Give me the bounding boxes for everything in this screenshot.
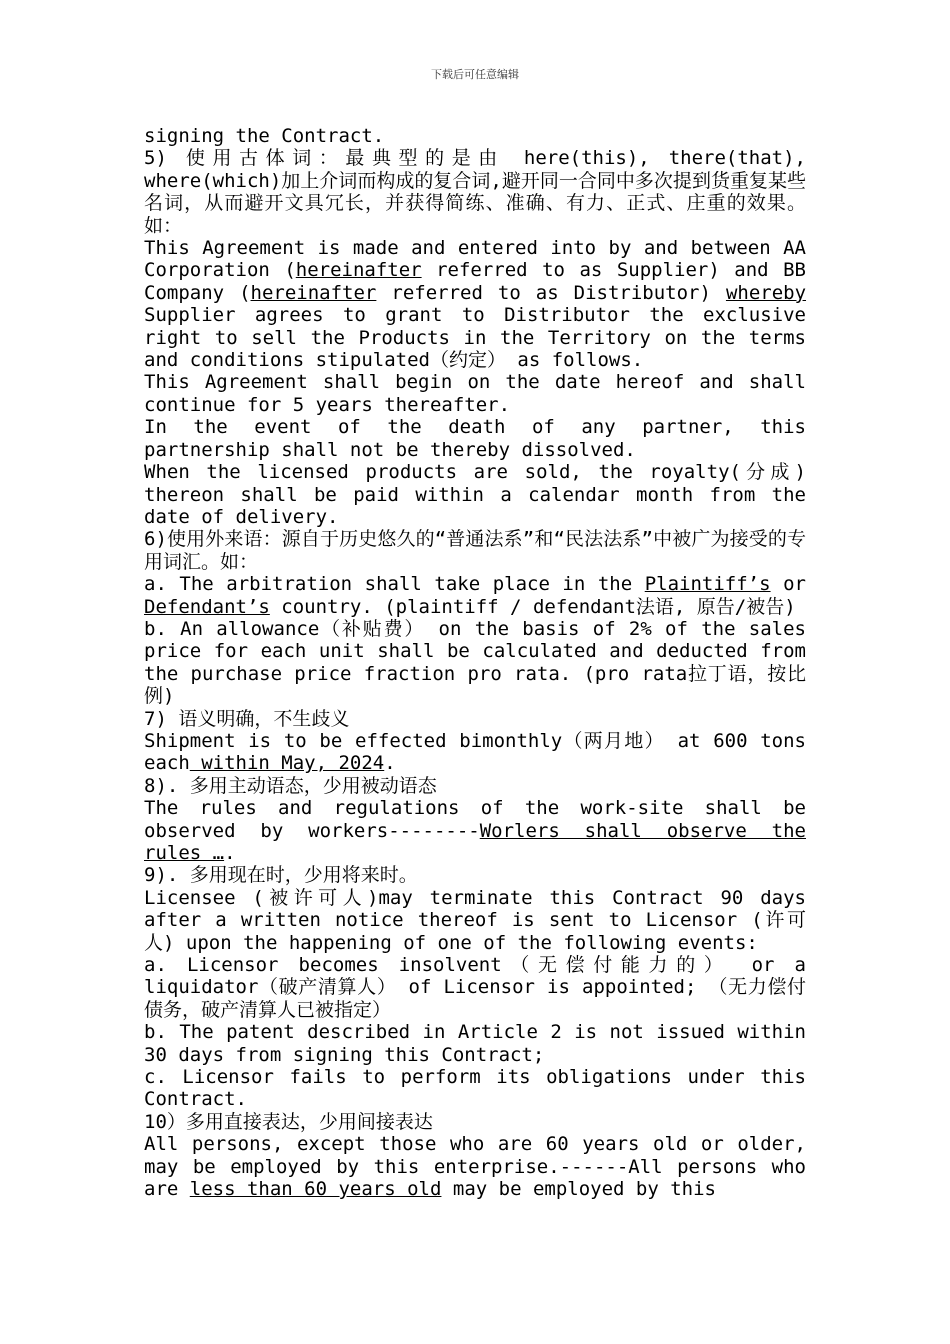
paragraph xyxy=(144,618,806,708)
text-run: 10）多用直接表达，少用间接表达 xyxy=(144,1110,433,1133)
page-header: 下载后可任意编辑 xyxy=(431,68,519,81)
underlined-text: Defendant’s xyxy=(144,595,270,618)
underlined-text: less than 60 years old xyxy=(189,1178,442,1201)
text-run: This Agreement shall begin on the date hereof and shall continue for 5 years thereafter. xyxy=(144,371,806,416)
paragraph xyxy=(144,775,806,797)
paragraph xyxy=(144,1066,806,1111)
underlined-text: hereinafter xyxy=(295,259,422,282)
paragraph xyxy=(144,528,806,573)
paragraph xyxy=(144,1111,806,1133)
text-run: country. (plaintiff / defendant法语, 原告/被告) xyxy=(269,595,796,618)
underlined-text: whereby xyxy=(725,281,807,304)
paragraph xyxy=(144,954,806,1021)
text-run: a. The arbitration shall take place in the xyxy=(144,573,645,596)
paragraph xyxy=(144,461,806,528)
paragraph xyxy=(144,1021,806,1066)
text-run: 6)使用外来语：源自于历史悠久的“普通法系”和“民法法系”中被广为接受的专用词汇。如： xyxy=(144,528,806,573)
paragraph xyxy=(144,573,806,618)
paragraph xyxy=(144,864,806,886)
text-run: or xyxy=(770,573,806,596)
text-run: All persons, except those who are 60 years old or older, may be employed by this enterprise.------All persons who are xyxy=(144,1133,806,1201)
text-run: . xyxy=(224,842,236,864)
text-run: 5) 使用古体词：最典型的是由 here(this), there(that), where(which)加上介词而构成的复合词,避开同一合同中多次提到货重复某些名词，从而避开文具冗长，并获得简练、准确、有力、正式、庄重的效果。如： xyxy=(144,147,806,237)
paragraph xyxy=(144,416,806,461)
text-run: referred to as Supplier) and BB Company ( xyxy=(144,259,806,304)
text-run: . xyxy=(384,752,396,775)
text-run: The rules and regulations of the work-site shall be observed by workers-------- xyxy=(144,797,806,842)
paragraph xyxy=(144,237,806,371)
paragraph xyxy=(144,797,806,864)
text-run: When the licensed products are sold, the royalty(分成) thereon shall be paid within a calendar month from the date of delivery. xyxy=(144,461,806,528)
paragraph xyxy=(144,125,806,147)
text-run: b. The patent described in Article 2 is not issued within 30 days from signing this Contract; xyxy=(144,1021,806,1066)
text-run: signing the Contract. xyxy=(144,125,385,147)
text-run: referred to as Distributor) xyxy=(376,281,726,304)
underlined-text: Plaintiff’s xyxy=(644,573,771,596)
text-run: 9). 多用现在时，少用将来时。 xyxy=(144,864,418,887)
text-run: This Agreement is made and entered into by and between AA Corporation ( xyxy=(144,237,806,282)
paragraph xyxy=(144,371,806,416)
paragraph xyxy=(144,887,806,954)
paragraph xyxy=(144,1133,806,1200)
text-run: 7) 语义明确，不生歧义 xyxy=(144,707,350,730)
text-run: Supplier agrees to grant to Distributor the exclusive right to sell the Products in the Territory on the terms and conditions stipulated（约定） as follows. xyxy=(144,304,806,372)
text-run: 8). 多用主动语态，少用被动语态 xyxy=(144,774,437,797)
document-body xyxy=(144,125,806,1201)
text-run: a. Licensor becomes insolvent（无偿付能力的） or a liquidator（破产清算人） of Licensor is appointed; （无力偿付债务，破产清算人已被指定） xyxy=(144,954,806,1021)
underlined-text: hereinafter xyxy=(250,281,377,304)
paragraph xyxy=(144,147,806,237)
underlined-text: Worlers shall observe the rules … xyxy=(144,819,806,864)
text-run: c. Licensor fails to perform its obligations under this Contract. xyxy=(144,1066,806,1111)
paragraph xyxy=(144,708,806,730)
text-run: b. An allowance（补贴费） on the basis of 2% of the sales price for each unit shall be calculated and deducted from the purchase price fraction pro rata. (pro rata拉丁语，按比例) xyxy=(144,617,806,708)
text-run: may be employed by this xyxy=(441,1178,716,1201)
paragraph xyxy=(144,730,806,775)
text-run: In the event of the death of any partner, this partnership shall not be thereby dissolved. xyxy=(144,416,806,461)
text-run: Shipment is to be effected bimonthly（两月地） at 600 tons each xyxy=(144,729,806,775)
underlined-text: within May, 2024 xyxy=(189,752,385,775)
text-run: Licensee (被许可人)may terminate this Contract 90 days after a written notice thereof is sent to Licensor (许可人) upon the happening of one of the following events: xyxy=(144,886,806,954)
